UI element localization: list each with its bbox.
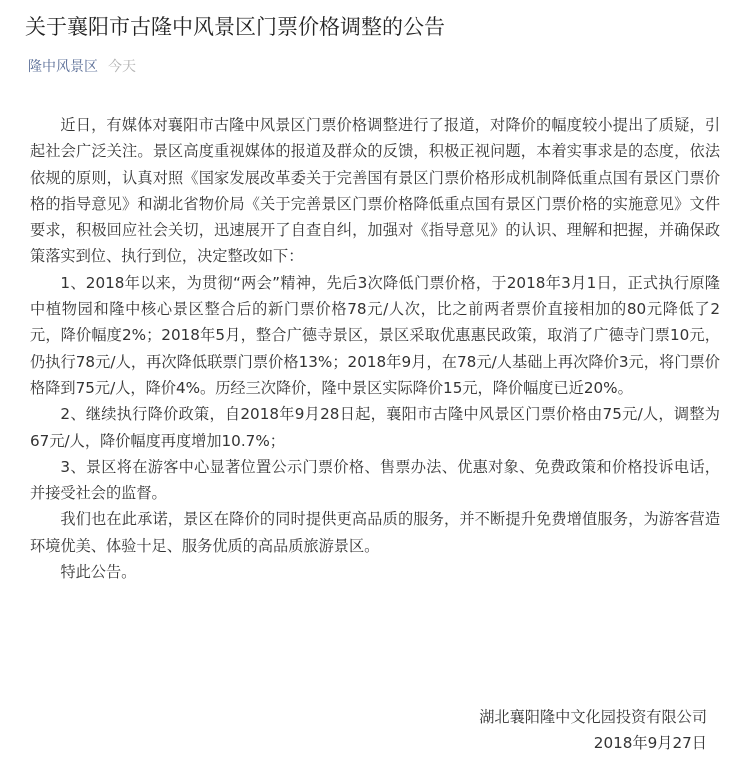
paragraph-closing: 特此公告。	[60, 563, 137, 582]
signature-block	[479, 704, 707, 757]
article-body	[30, 112, 720, 585]
account-name-link[interactable]: 隆中风景区	[28, 59, 98, 75]
article-meta	[28, 57, 136, 77]
publish-time: 今天	[108, 59, 136, 75]
paragraph-commitment: 我们也在此承诺，景区在降价的同时提供更高品质的服务，并不断提升免费增值服务，为游客营造环境优美、体验十足、服务优质的高品质旅游景区。	[30, 510, 720, 555]
paragraph-item-3: 3、景区将在游客中心显著位置公示门票价格、售票办法、优惠对象、免费政策和价格投诉电话，并接受社会的监督。	[30, 457, 720, 503]
paragraph-intro: 近日，有媒体对襄阳市古隆中风景区门票价格调整进行了报道，对降价的幅度较小提出了质疑，引起社会广泛关注。景区高度重视媒体的报道及群众的反馈，积极正视问题，本着实事求是的态度，依法依规的原则，认真对照《国家发展改革委关于完善国有景区门票价格形成机制降低重点国有景区门票价格的指导意见》和湖北省物价局《关于完善景区门票价格降低重点国有景区门票价格的实施意见》文件要求，积极回应社会关切，迅速展开了自查自纠，加强对《指导意见》的认识、理解和把握，并确保政策落实到位、执行到位，决定整改如下：	[30, 116, 720, 266]
paragraph-item-2: 2、继续执行降价政策，自2018年9月28日起，襄阳市古隆中风景区门票价格由75元/人，调整为67元/人，降价幅度再度增加10.7%；	[30, 405, 720, 450]
signature-organization: 湖北襄阳隆中文化园投资有限公司	[479, 708, 707, 726]
signature-date: 2018年9月27日	[593, 734, 707, 753]
article-title: 关于襄阳市古隆中风景区门票价格调整的公告	[25, 15, 445, 39]
paragraph-item-1: 1、2018年以来，为贯彻“两会”精神，先后3次降低门票价格，于2018年3月1日，正式执行原隆中植物园和隆中核心景区整合后的新门票价格78元/人次，比之前两者票价直接相加的80元降低了2元，降价幅度2%；2018年5月，整合广德寺景区，景区采取优惠惠民政策，取消了广德寺门票10元，仍执行78元/人，再次降低联票门票价格13%；2018年9月，在78元/人基础上再次降价3元，将门票价格降到75元/人，降价4%。历经三次降价，隆中景区实际降价15元，降价幅度已近20%。	[30, 273, 720, 397]
